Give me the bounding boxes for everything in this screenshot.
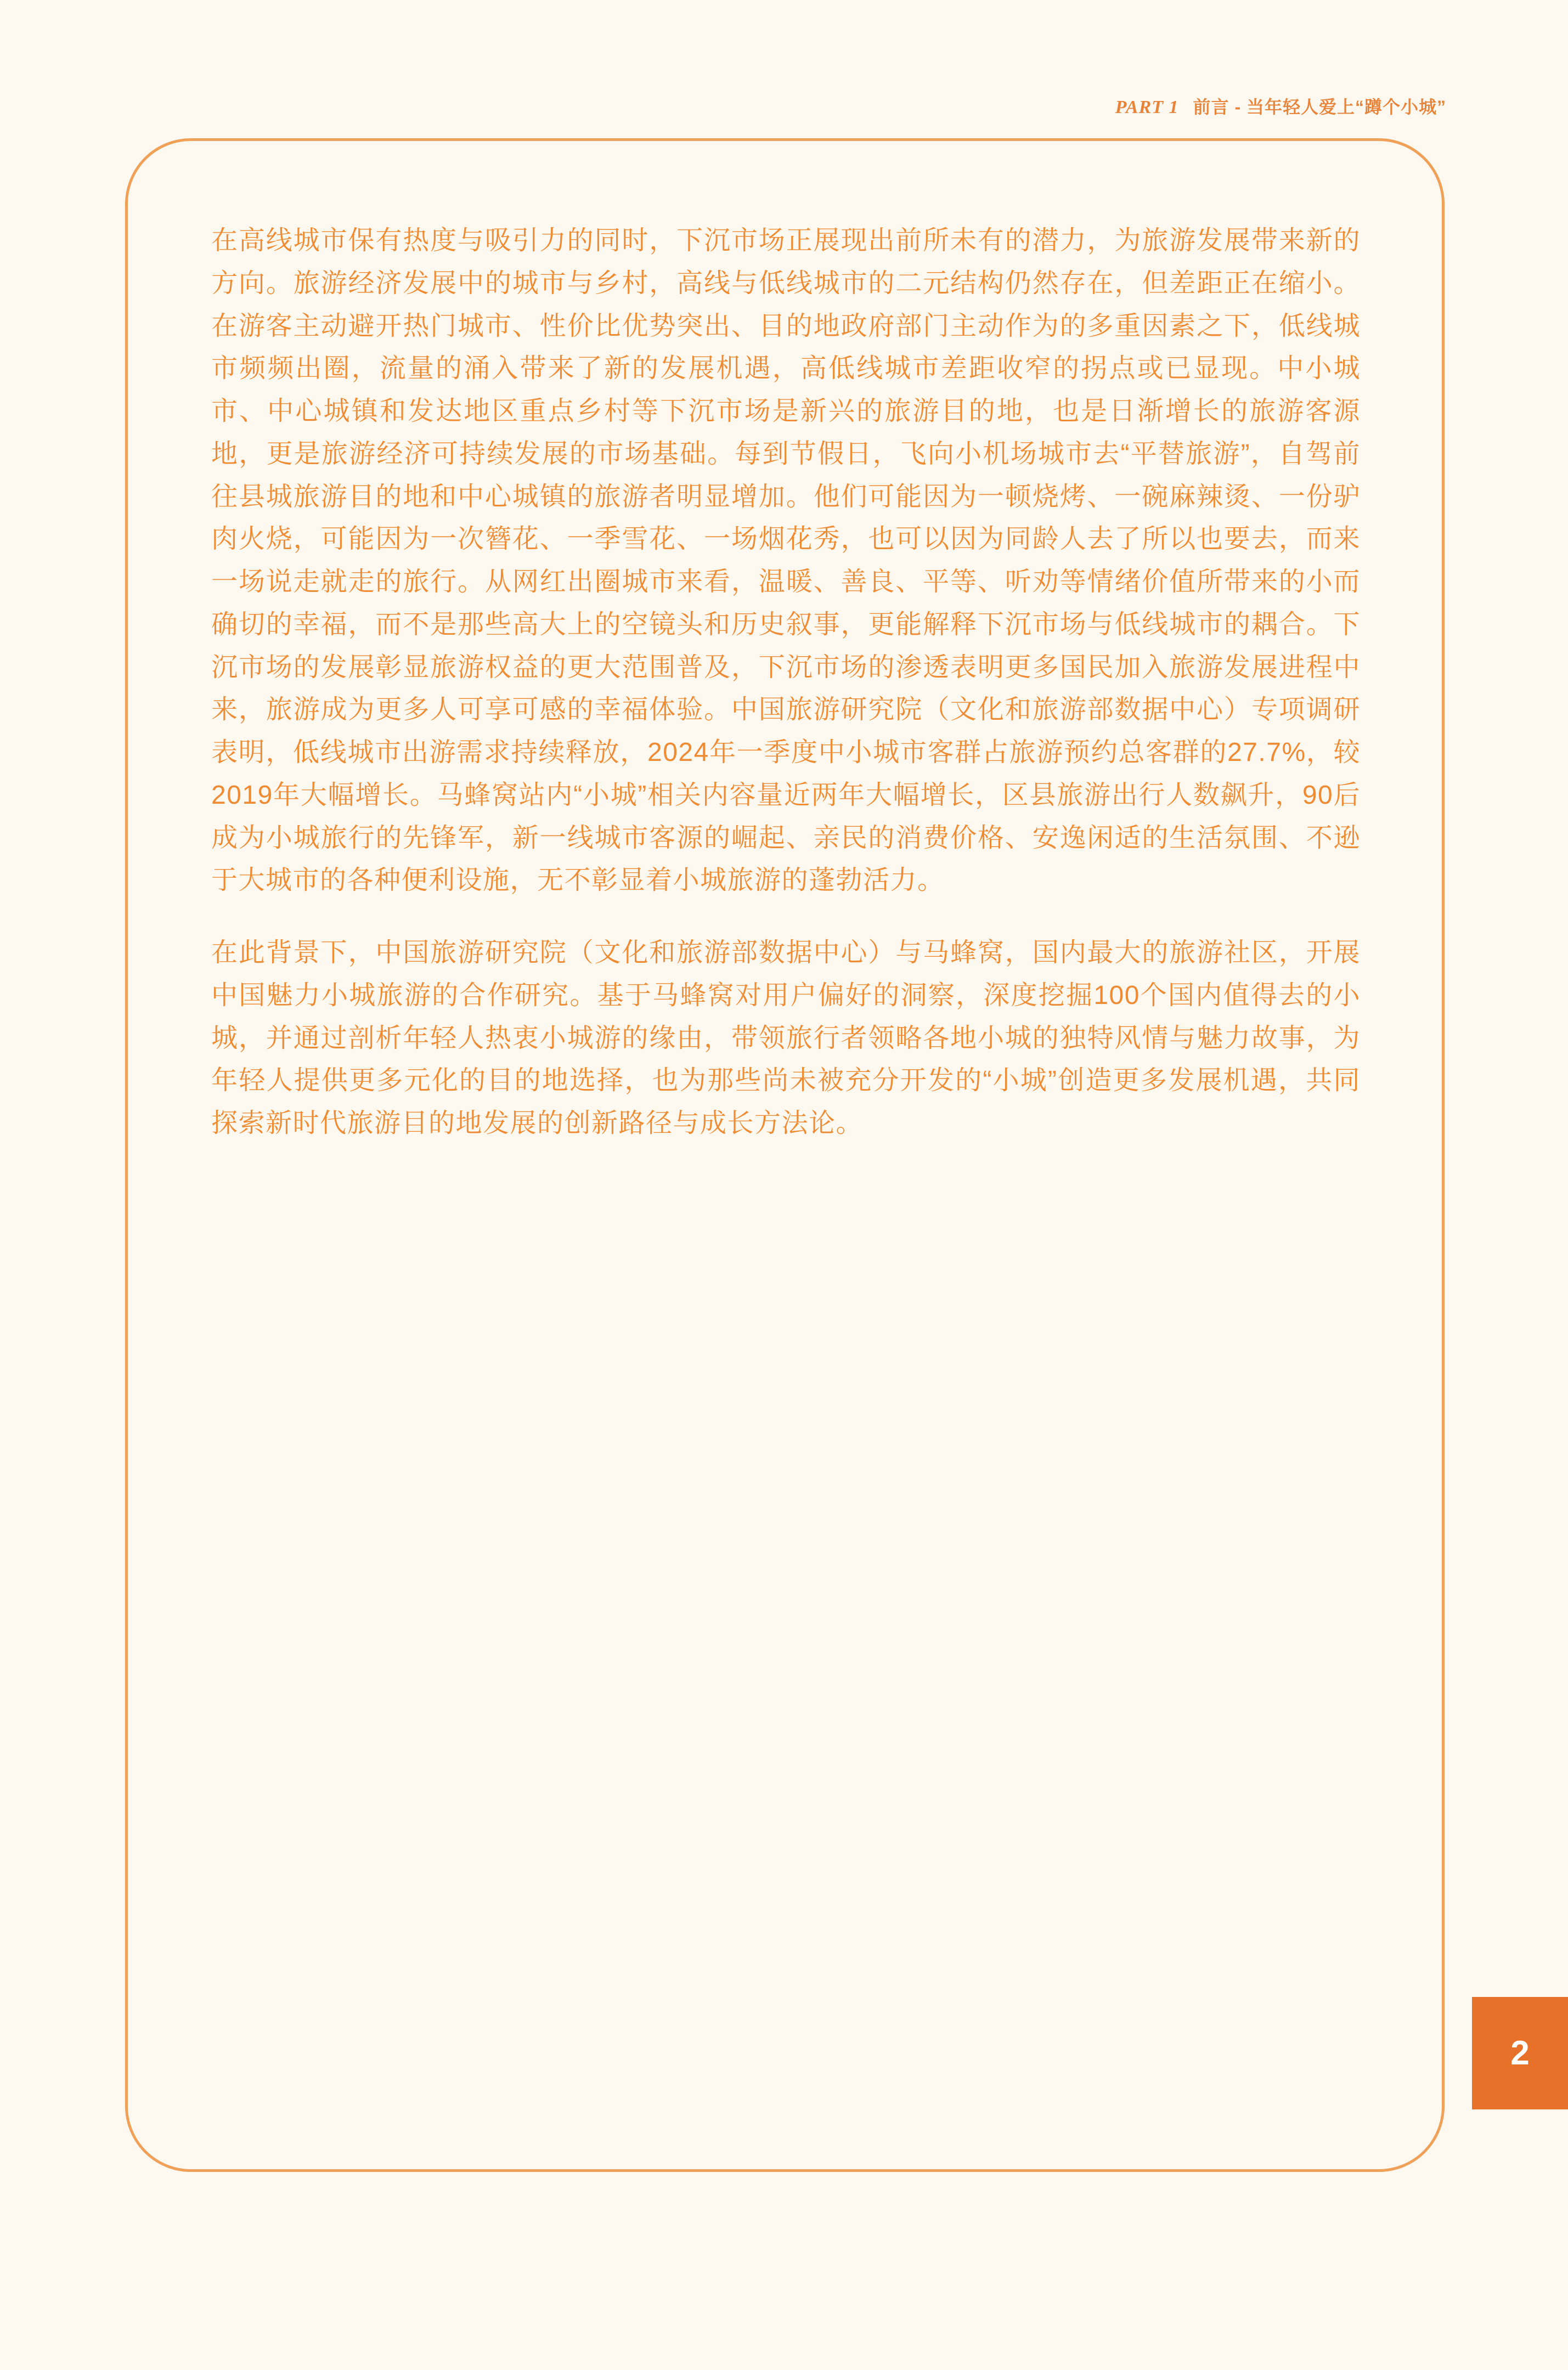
header-section-title: 前言 - 当年轻人爱上“蹲个小城” bbox=[1193, 97, 1446, 117]
running-header bbox=[1115, 93, 1446, 119]
page-number-tab bbox=[1472, 1997, 1568, 2109]
page-number-value: 2 bbox=[1510, 2034, 1530, 2072]
body-text bbox=[211, 219, 1361, 1145]
header-part-label: PART 1 bbox=[1115, 97, 1179, 117]
paragraph-1: 在高线城市保有热度与吸引力的同时，下沉市场正展现出前所未有的潜力，为旅游发展带来新的方向。旅游经济发展中的城市与乡村，高线与低线城市的二元结构仍然存在，但差距正在缩小。在游客主动避开热门城市、性价比优势突出、目的地政府部门主动作为的多重因素之下，低线城市频频出圈，流量的涌入带来了新的发展机遇，高低线城市差距收窄的拐点或已显现。中小城市、中心城镇和发达地区重点乡村等下沉市场是新兴的旅游目的地，也是日渐增长的旅游客源地，更是旅游经济可持续发展的市场基础。每到节假日，飞向小机场城市去“平替旅游”，自驾前往县城旅游目的地和中心城镇的旅游者明显增加。他们可能因为一顿烧烤、一碗麻辣烫、一份驴肉火烧，可能因为一次簪花、一季雪花、一场烟花秀，也可以因为同龄人去了所以也要去，而来一场说走就走的旅行。从网红出圈城市来看，温暖、善良、平等、听劝等情绪价值所带来的小而确切的幸福，而不是那些高大上的空镜头和历史叙事，更能解释下沉市场与低线城市的耦合。下沉市场的发展彰显旅游权益的更大范围普及，下沉市场的渗透表明更多国民加入旅游发展进程中来，旅游成为更多人可享可感的幸福体验。中国旅游研究院（文化和旅游部数据中心）专项调研表明，低线城市出游需求持续释放，2024年一季度中小城市客群占旅游预约总客群的27.7%，较2019年大幅增长。马蜂窝站内“小城”相关内容量近两年大幅增长，区县旅游出行人数飙升，90后成为小城旅行的先锋军，新一线城市客源的崛起、亲民的消费价格、安逸闲适的生活氛围、不逊于大城市的各种便利设施，无不彰显着小城旅游的蓬勃活力。 bbox=[211, 226, 1361, 895]
paragraph-2: 在此背景下，中国旅游研究院（文化和旅游部数据中心）与马蜂窝，国内最大的旅游社区，开展中国魅力小城旅游的合作研究。基于马蜂窝对用户偏好的洞察，深度挖掘100个国内值得去的小城，并通过剖析年轻人热衷小城游的缘由，带领旅行者领略各地小城的独特风情与魅力故事，为年轻人提供更多元化的目的地选择，也为那些尚未被充分开发的“小城”创造更多发展机遇，共同探索新时代旅游目的地发展的创新路径与成长方法论。 bbox=[211, 938, 1361, 1138]
